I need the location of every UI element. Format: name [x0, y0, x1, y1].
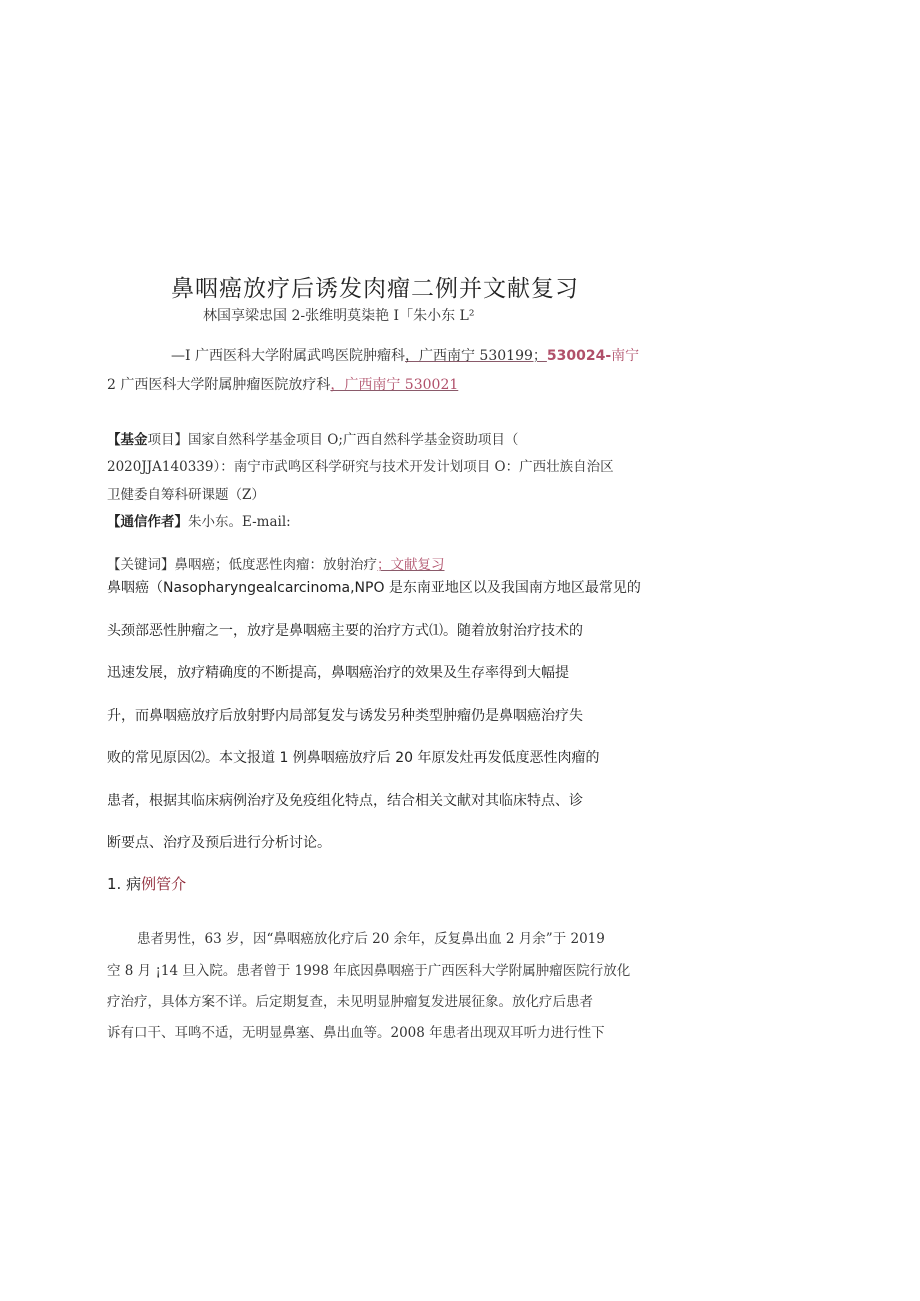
affiliation-1-location: ，广西南宁 530199； [404, 348, 547, 364]
intro-line: 断要点、治疗及预后进行分析讨论。 [107, 835, 331, 851]
case-line: 空 8 月 ¡14 旦入院。患者曾于 1998 年底因鼻咽癌于广西医科大学附属肿瘤医院行放化 [107, 963, 631, 979]
corresponding-author-text: 朱小东。E-mail: [188, 514, 291, 530]
author-list: 林国享梁忠国 2-张维明莫柒艳 I「朱小东 L² [203, 308, 475, 324]
fund-line-2: 2020JJA140339）：南宁市武鸣区科学研究与技术开发计划项目 O：广西壮族自治区 [107, 459, 614, 475]
section-title: 例管介 [141, 875, 187, 893]
affiliation-2-location: ，广西南宁 530021 [330, 377, 459, 393]
affiliation-1-postcode: 530024- [546, 348, 612, 364]
fund-line-1 [107, 426, 518, 454]
keywords-last: ；文献复习 [377, 557, 445, 573]
affiliation-2-institution: 2 广西医科大学附属肿瘤医院放疗科 [107, 377, 331, 393]
intro-line: 患者，根据其临床病例治疗及免疫组化特点，结合相关文献对其临床特点、诊 [107, 793, 583, 809]
intro-line: 鼻咽癌（Nasopharyngealcarcinoma,NPO 是东南亚地区以及我国南方地区最常见的 [107, 580, 641, 596]
fund-line-3: 卫健委自筹科研课题（Z） [107, 487, 265, 503]
intro-line: 迅速发展，放疗精确度的不断提高，鼻咽癌治疗的效果及生存率得到大幅提 [107, 665, 569, 681]
section-heading [107, 873, 186, 894]
keywords-main: 【关键词】鼻咽癌；低度恶性肉瘤：放射治疗 [107, 557, 377, 573]
affiliation-1-institution: —I 广西医科大学附属武鸣医院肿瘤科 [171, 348, 405, 364]
fund-text-1: 项目】国家自然科学基金项目 O;广西自然科学基金资助项目（ [147, 432, 519, 448]
affiliation-1-city: 南宁 [611, 348, 640, 364]
keywords [107, 553, 445, 573]
paper-title: 鼻咽癌放疗后诱发肉瘤二例并文献复习 [171, 276, 579, 302]
intro-line: 败的常见原因⑵。本文报道 1 例鼻咽癌放疗后 20 年原发灶再发低度恶性肉瘤的 [107, 750, 600, 766]
case-line: 诉有口干、耳鸣不适，无明显鼻塞、鼻出血等。2008 年患者出现双耳听力进行性下 [107, 1025, 605, 1041]
case-line: 患者男性，63 岁，因“鼻咽癌放化疗后 20 余年，反复鼻出血 2 月余”于 2019 [137, 931, 605, 947]
fund-label: 【基金 [107, 432, 148, 448]
affiliation-1 [171, 345, 639, 365]
intro-line: 头颈部恶性肿瘤之一，放疗是鼻咽癌主要的治疗方式⑴。随着放射治疗技术的 [107, 623, 583, 639]
section-number: 1. 病 [107, 875, 142, 893]
intro-line: 升，而鼻咽癌放疗后放射野内局部复发与诱发另种类型肿瘤仍是鼻咽癌治疗失 [107, 708, 583, 724]
case-line: 疗治疗，具体方案不详。后定期复查，未见明显肿瘤复发进展征象。放化疗后患者 [107, 994, 593, 1010]
affiliation-2 [107, 374, 458, 394]
corresponding-author-label: 【通信作者】 [107, 514, 188, 530]
corresponding-author [107, 508, 291, 536]
